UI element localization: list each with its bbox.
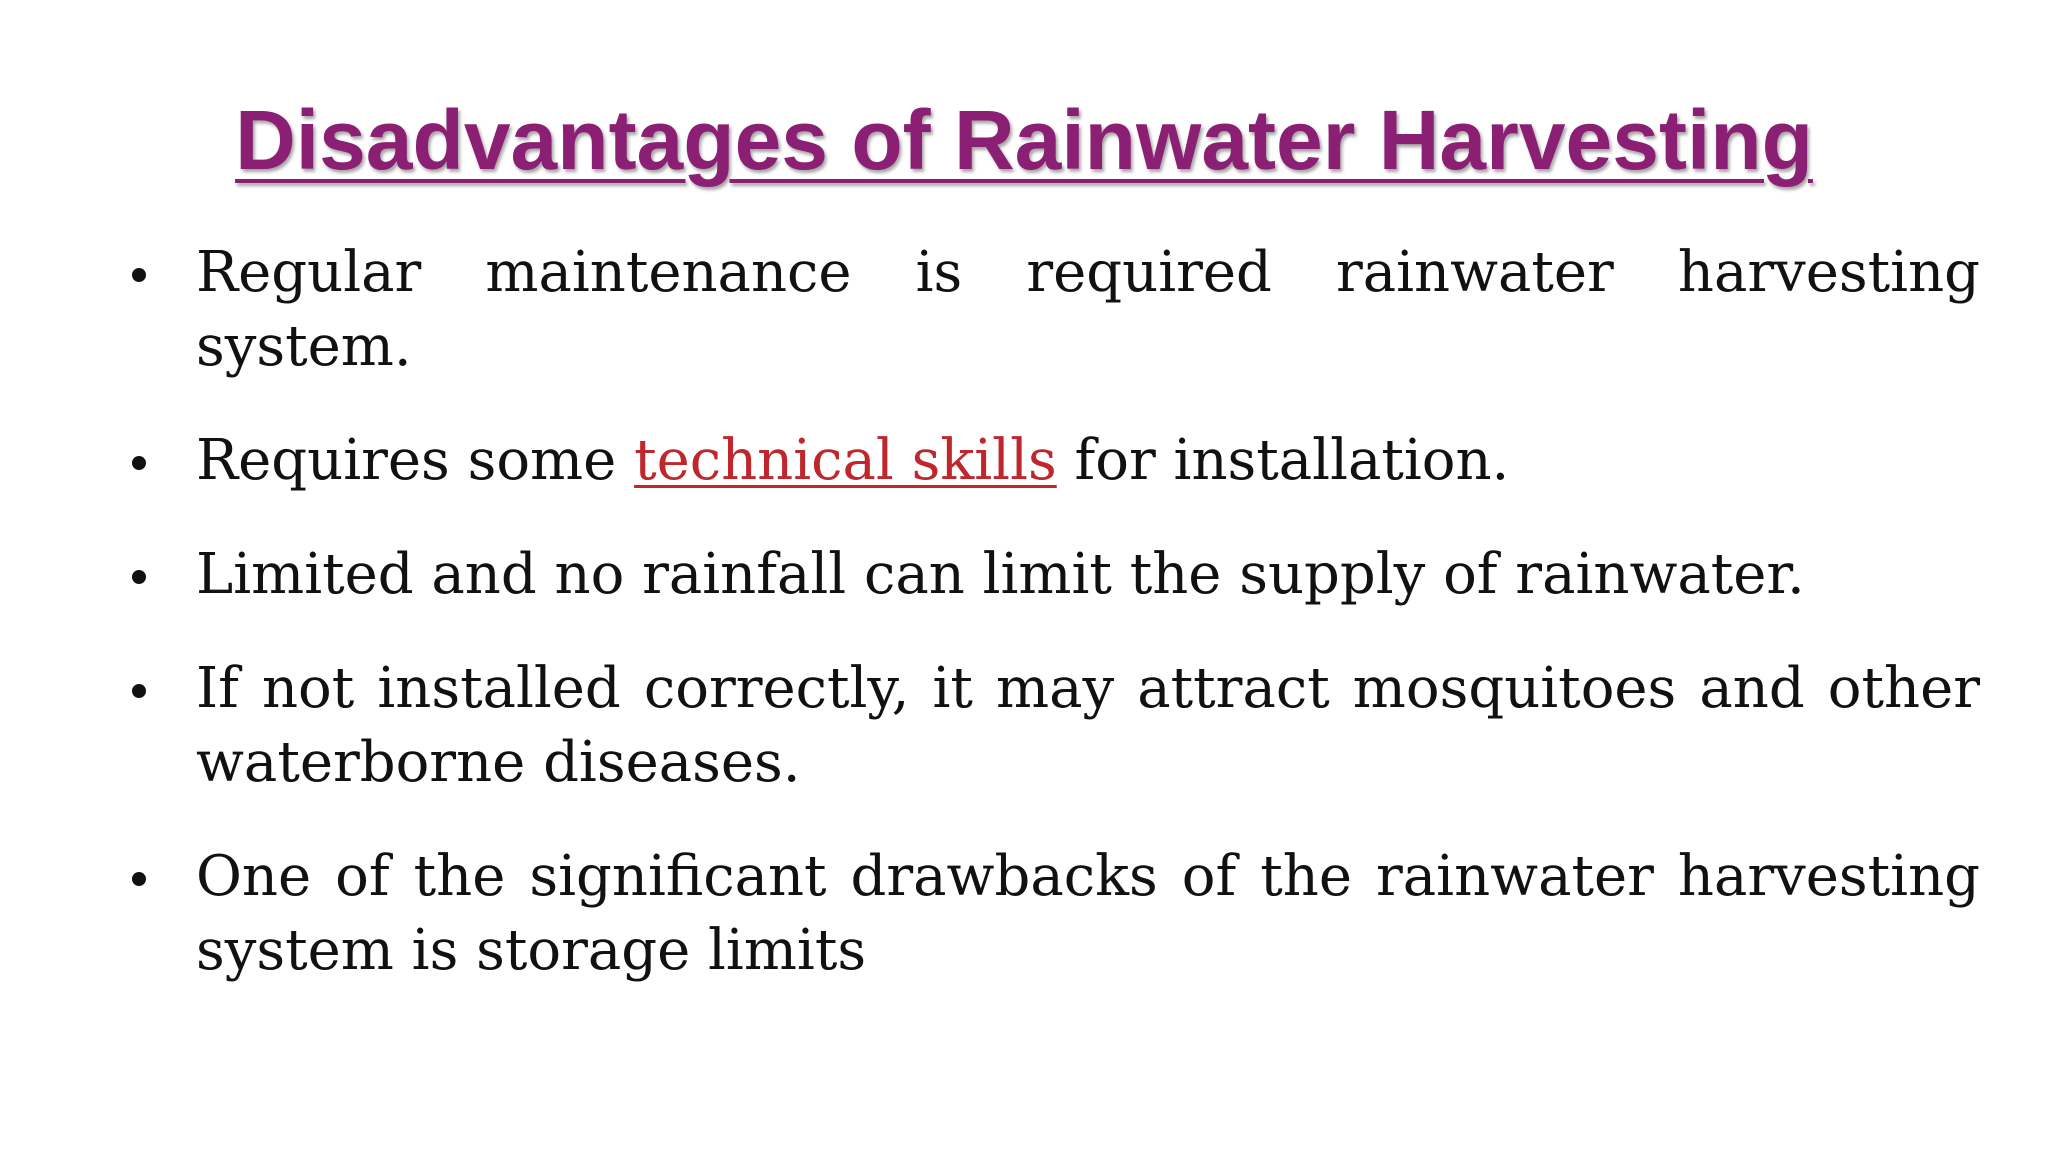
bullet-text-before: Requires some (196, 428, 635, 493)
bullet-dot-icon (132, 684, 146, 698)
bullet-item-storage (120, 840, 1980, 988)
bullet-item-technical-skills (120, 424, 1980, 498)
bullet-item-mosquitoes (120, 652, 1980, 800)
bullet-text: If not installed correctly, it may attract mosquitoes and other waterborne diseases. (196, 656, 1980, 795)
bullet-item-maintenance (120, 236, 1980, 384)
slide-title: Disadvantages of Rainwater Harvesting (235, 93, 1813, 187)
bullet-dot-icon (132, 872, 146, 886)
bullet-dot-icon (132, 268, 146, 282)
technical-skills-link[interactable]: technical skills (634, 428, 1057, 493)
bullet-list (120, 236, 1980, 1028)
bullet-text: Limited and no rainfall can limit the supply of rainwater. (196, 542, 1805, 607)
bullet-dot-icon (132, 456, 146, 470)
bullet-text-after: for installation. (1056, 428, 1510, 493)
bullet-dot-icon (132, 570, 146, 584)
bullet-text: One of the significant drawbacks of the rainwater harvesting system is storage limits (196, 844, 1980, 983)
bullet-text: Regular maintenance is required rainwater harvesting system. (196, 240, 1980, 379)
bullet-item-rainfall (120, 538, 1980, 612)
